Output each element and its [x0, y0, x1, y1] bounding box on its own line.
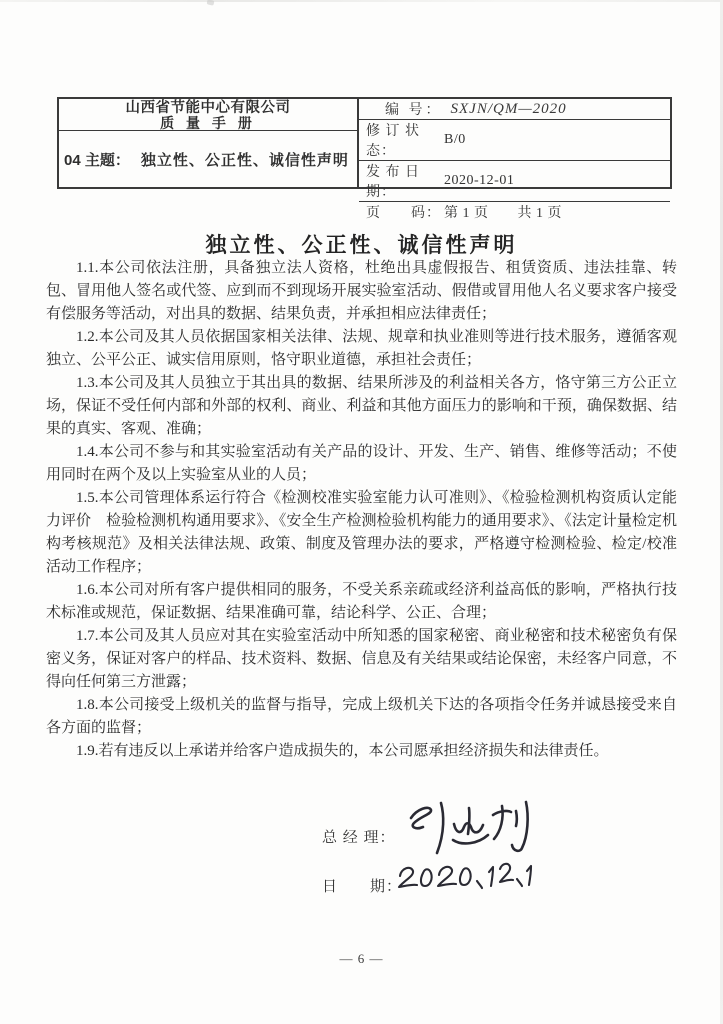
page-number-value: 第 1 页 共 1 页: [444, 206, 562, 221]
issue-date-label: 发 布 日 期：: [366, 165, 420, 200]
issue-date-value: 2020-12-01: [444, 173, 515, 188]
revision-status-cell: [359, 120, 670, 161]
declaration-paragraph: 1.4.本公司不参与和其实验室活动有关产品的设计、开发、生产、销售、维修等活动；不使用同时在两个及以上实验室从业的人员；: [46, 444, 677, 483]
general-manager-label: 总 经 理：: [322, 830, 396, 846]
date-handwriting: [392, 860, 534, 900]
doc-number-label: 编 号：: [385, 103, 443, 118]
date-label: 日 期：: [322, 879, 403, 895]
manual-title: 质 量 手 册: [160, 114, 256, 131]
company-name: 山西省节能中心有限公司: [125, 99, 291, 116]
page-number-cell: [359, 202, 670, 222]
declaration-paragraph: 1.1.本公司依法注册，具备独立法人资格，杜绝出具虚假报告、租赁资质、违法挂靠、转包、冒用他人签名或代签、应到而不到现场开展实验室活动、假借或冒用他人名义要求客户接受有偿服务等活动，对出具的数据、结果负责，并承担相应法律责任；: [46, 260, 677, 322]
revision-status-value: B/0: [444, 132, 466, 147]
scan-edge-top: [0, 0, 723, 2]
declaration-paragraph: 1.3.本公司及其人员独立于其出具的数据、结果所涉及的利益相关各方，恪守第三方公正立场，保证不受任何内部和外部的权利、商业、利益和其他方面压力的影响和干预，确保数据、结果的真实、客观、准确；: [46, 375, 677, 437]
doc-number-value: SXJN/QM—2020: [450, 100, 567, 117]
declaration-paragraph: 1.8.本公司接受上级机关的监督与指导，完成上级机关下达的各项指令任务并诚恳接受来自各方面的监督；: [46, 697, 677, 736]
document-header-table: [57, 97, 672, 221]
document-body: [46, 257, 677, 763]
declaration-paragraph: 1.5.本公司管理体系运行符合《检测校准实验室能力认可准则》、《检验检测机构资质认定能力评价 检验检测机构通用要求》、《安全生产检测检验机构能力的通用要求》、《法定计量检定机构考核规范》及相关法律法规、政策、制度及管理办法的要求，严格遵守检测检验、检定/校准活动工作程序；: [46, 490, 677, 575]
declaration-paragraph: 1.9.若有违反以上承诺并给客户造成损失的，本公司愿承担经济损失和法律责任。: [76, 743, 609, 759]
header-left-column: [59, 99, 359, 187]
doc-number-cell: [359, 99, 670, 120]
subject-label: 04 主题：: [64, 151, 130, 169]
manager-signature-handwriting: [399, 798, 539, 858]
page-number-label: 页 码：: [366, 206, 441, 221]
declaration-paragraph: 1.6.本公司对所有客户提供相同的服务，不受关系亲疏或经济利益高低的影响，严格执行技术标准或规范，保证数据、结果准确可靠，结论科学、公正、合理；: [46, 582, 677, 621]
declaration-paragraph: 1.2.本公司及其人员依据国家相关法律、法规、规章和执业准则等进行技术服务，遵循客观独立、公平公正、诚实信用原则，恪守职业道德，承担社会责任；: [46, 329, 677, 368]
issue-date-cell: [359, 161, 670, 202]
document-title: 独立性、公正性、诚信性声明: [205, 233, 518, 257]
company-cell: [59, 99, 357, 131]
subject-value: 独立性、公正性、诚信性声明: [140, 151, 349, 169]
declaration-paragraph: 1.7.本公司及其人员应对其在实验室活动中所知悉的国家秘密、商业秘密和技术秘密负有保密义务，保证对客户的样品、技术资料、数据、信息及有关结果或结论保密，未经客户同意，不得向任何第三方泄露；: [46, 628, 677, 690]
header-right-column: [359, 99, 670, 221]
subject-cell: [59, 131, 357, 187]
scan-artifact-speck: [207, 0, 215, 6]
revision-status-label: 修 订 状 态：: [366, 124, 420, 159]
footer-page-number: — 6 —: [339, 951, 384, 966]
